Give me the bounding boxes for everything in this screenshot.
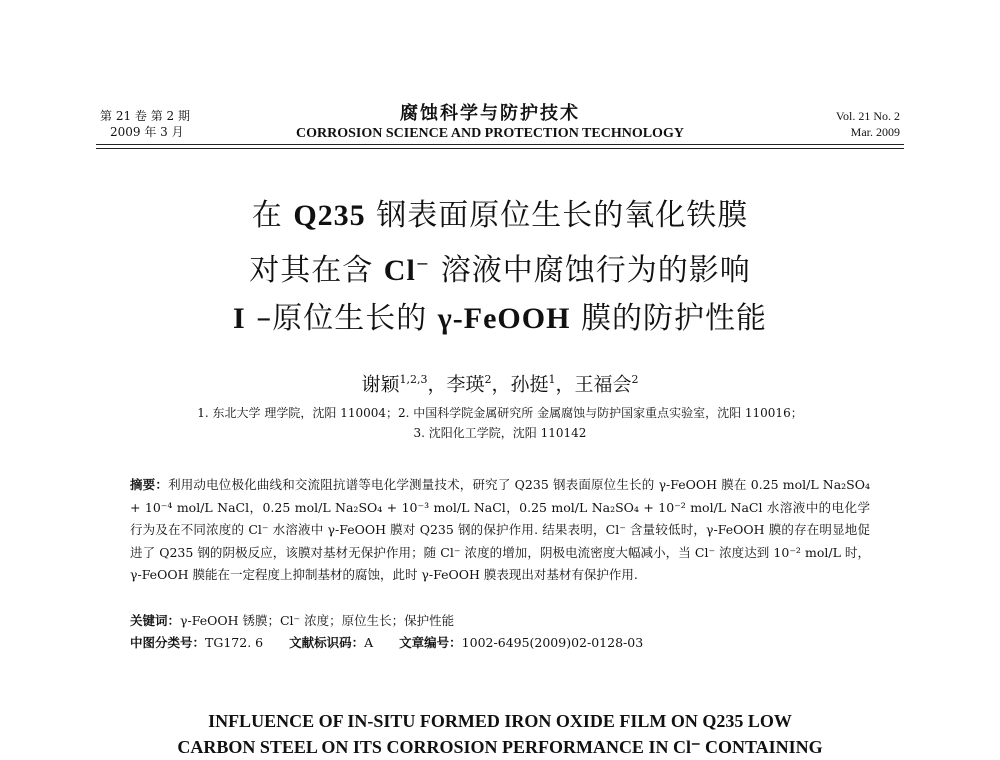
volume-cn: 第 21 卷 第 2 期: [100, 109, 190, 123]
header-rule-thin: [96, 148, 904, 149]
author-name: ，李瑛: [427, 373, 485, 396]
header-volume-en: [836, 108, 900, 140]
title-text: 对其在含: [249, 253, 384, 288]
doc-code-label: 文献标识码：: [289, 635, 365, 650]
journal-name-cn: 腐蚀科学与防护技术: [400, 103, 580, 124]
author-affiliation-mark: 1,2,3: [399, 373, 428, 386]
title-text: 膜的防护性能: [570, 301, 767, 336]
title-text: 在: [251, 198, 294, 233]
abstract-text: 利用动电位极化曲线和交流阻抗谱等电化学测量技术，研究了 Q235 钢表面原位生长的 γ-FeOOH 膜在 0.25 mol/L Na₂SO₄ + 10⁻⁴ mol/L NaCl，0.25 mol/L Na₂SO₄ + 10⁻³ mol/L NaCl，0.25 mol/L Na₂SO₄ + 10⁻² mol/L NaCl 水溶液中的电化学行为及在不同浓度的 Cl⁻ 水溶液中 γ-FeOOH 膜对 Q235 钢的保护作用. 结果表明，Cl⁻ 含量较低时，γ-FeOOH 膜的存在明显地促进了 Q235 钢的阴极反应，该膜对基材无保护作用；随 Cl⁻ 浓度的增加，阴极电流密度大幅减小，当 Cl⁻ 浓度达到 10⁻² mol/L 时，γ-FeOOH 膜能在一定程度上抑制基材的腐蚀，此时 γ-FeOOH 膜表现出对基材有保护作用.: [130, 477, 870, 582]
keywords-label: 关键词：: [130, 613, 181, 628]
date-en: Mar. 2009: [850, 125, 900, 139]
title-text: I: [233, 302, 246, 335]
affiliations: [80, 403, 920, 443]
title-superscript: −: [415, 254, 431, 273]
title-text: Q235: [293, 199, 366, 232]
abstract-label: 摘要：: [130, 477, 169, 492]
author-affiliation-mark: 2: [484, 373, 492, 386]
author-list: [120, 368, 880, 396]
author-name: ，王福会: [555, 373, 632, 396]
title-text: 溶液中腐蚀行为的影响: [430, 253, 751, 288]
classification-line: [130, 632, 870, 654]
affiliation-line: 1. 东北大学 理学院，沈阳 110004；2. 中国科学院金属研究所 金属腐蚀与防护国家重点实验室，沈阳 110016；: [197, 406, 803, 420]
journal-name-en: CORROSION SCIENCE AND PROTECTION TECHNOLOGY: [296, 126, 684, 141]
title-text: 钢表面原位生长的氧化铁膜: [365, 198, 749, 233]
author-name: 谢颖: [361, 373, 400, 396]
author-name: ，孙挺: [491, 373, 549, 396]
date-cn: 2009 年 3 月: [110, 125, 184, 139]
clc-value: TG172. 6: [205, 635, 264, 650]
volume-en: Vol. 21 No. 2: [835, 109, 900, 123]
title-line-2: [120, 240, 880, 295]
english-title-line: INFLUENCE OF IN-SITU FORMED IRON OXIDE FILM ON Q235 LOW: [208, 711, 792, 731]
keywords: [130, 610, 870, 632]
clc-label: 中图分类号：: [130, 635, 206, 650]
title-line-1: [120, 192, 880, 240]
author-affiliation-mark: 1: [548, 373, 556, 386]
header-rule-thick: [96, 144, 904, 145]
title-text: –原位生长的: [245, 301, 438, 336]
article-number-label: 文章编号：: [399, 635, 462, 650]
doc-code-value: A: [364, 635, 374, 650]
title-line-3: [120, 295, 880, 343]
article-number-value: 1002-6495(2009)02-0128-03: [461, 635, 644, 650]
abstract: [130, 474, 870, 587]
title-text: Cl: [383, 254, 416, 287]
affiliation-line: 3. 沈阳化工学院，沈阳 110142: [413, 426, 587, 440]
journal-name: [220, 104, 760, 143]
title-text: γ-FeOOH: [437, 302, 571, 335]
author-affiliation-mark: 2: [631, 373, 639, 386]
keywords-text: γ-FeOOH 锈膜；Cl⁻ 浓度；原位生长；保护性能: [180, 613, 455, 628]
english-title: [100, 708, 900, 760]
header-volume-cn: [100, 108, 190, 140]
english-title-line: CARBON STEEL ON ITS CORROSION PERFORMANCE IN Cl⁻ CONTAINING: [177, 737, 823, 757]
article-title: [120, 192, 880, 343]
